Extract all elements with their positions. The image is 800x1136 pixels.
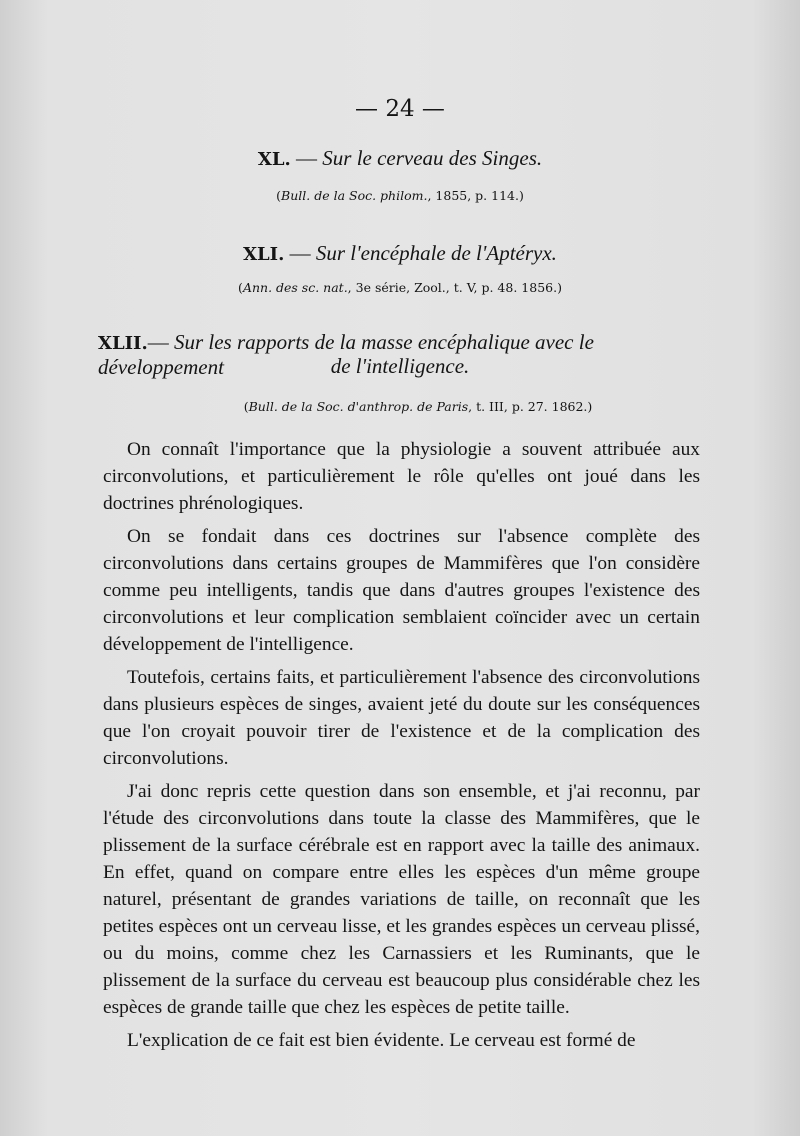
entry-reference-42: (Bull. de la Soc. d'anthrop. de Paris, t. III, p. 27. 1862.) bbox=[243, 399, 593, 414]
page-number: — 24 — bbox=[355, 96, 445, 122]
entry-title-text: Sur les rapports de la masse encéphalique avec le développement bbox=[98, 330, 594, 379]
entry-title-41 bbox=[0, 241, 800, 266]
paragraph: On se fondait dans ces doctrines sur l'absence complète des circonvolutions dans certains groupes de Mammifères que l'on considère comme peu intelligents, tandis que dans d'autres groupes l'existence des circonvolutions et leur complication semblaient coïncider avec un certain développement de l'intelligence. bbox=[103, 526, 700, 655]
entry-number: XLI. bbox=[243, 244, 285, 265]
entry-dash: — bbox=[284, 241, 316, 265]
reference-details: , 3e série, Zool., t. V, p. 48. 1856.) bbox=[347, 280, 562, 295]
entry-dash: — bbox=[147, 330, 174, 354]
entry-title-text: de l'intelligence. bbox=[330, 354, 470, 378]
entry-reference-40: (Bull. de la Soc. philom., 1855, p. 114.) bbox=[276, 188, 524, 203]
reference-source: Ann. des sc. nat. bbox=[242, 280, 348, 295]
paragraph: On connaît l'importance que la physiologie a souvent attribuée aux circonvolutions, et particulièrement le rôle qu'elles ont joué dans les doctrines phrénologiques. bbox=[103, 439, 700, 514]
paragraph: Toutefois, certains faits, et particulièrement l'absence des circonvolutions dans plusieurs espèces de singes, avaient jeté du doute sur les conséquences que l'on croyait pouvoir tirer de l'existence et de la complication des circonvolutions. bbox=[103, 667, 700, 769]
entry-dash: — bbox=[290, 146, 323, 170]
paragraph: J'ai donc repris cette question dans son ensemble, et j'ai reconnu, par l'étude des circonvolutions dans toute la classe des Mammifères, que le plissement de la surface cérébrale est en rapport avec la taille des animaux. En effet, quand on compare entre elles les espèces d'un même groupe naturel, présentant de grandes variations de taille, on reconnaît que les petites espèces ont un cerveau lisse, et les grandes espèces un cerveau plissé, ou du moins, comme chez les Carnassiers et les Ruminants, que le plissement de la surface du cerveau est beaucoup plus considérable chez les espèces de grande taille que chez les espèces de petite taille. bbox=[103, 781, 700, 1018]
entry-title-text: Sur l'encéphale de l'Aptéryx. bbox=[315, 241, 557, 265]
reference-source: Bull. de la Soc. d'anthrop. de Paris bbox=[248, 399, 469, 414]
entry-title-40 bbox=[0, 146, 800, 171]
entry-title-text: Sur le cerveau des Singes. bbox=[322, 146, 543, 170]
reference-details: , t. III, p. 27. 1862.) bbox=[468, 399, 593, 414]
body-text bbox=[103, 436, 700, 1060]
entry-title-42-continued bbox=[0, 354, 800, 379]
paragraph: L'explication de ce fait est bien évidente. Le cerveau est formé de bbox=[127, 1030, 636, 1051]
reference-details: , 1855, p. 114.) bbox=[427, 188, 524, 203]
entry-reference-41: (Ann. des sc. nat., 3e série, Zool., t. V, p. 48. 1856.) bbox=[238, 280, 562, 295]
entry-number: XL. bbox=[257, 149, 291, 170]
entry-number: XLII. bbox=[98, 333, 148, 354]
reference-source: Bull. de la Soc. philom. bbox=[281, 188, 428, 203]
